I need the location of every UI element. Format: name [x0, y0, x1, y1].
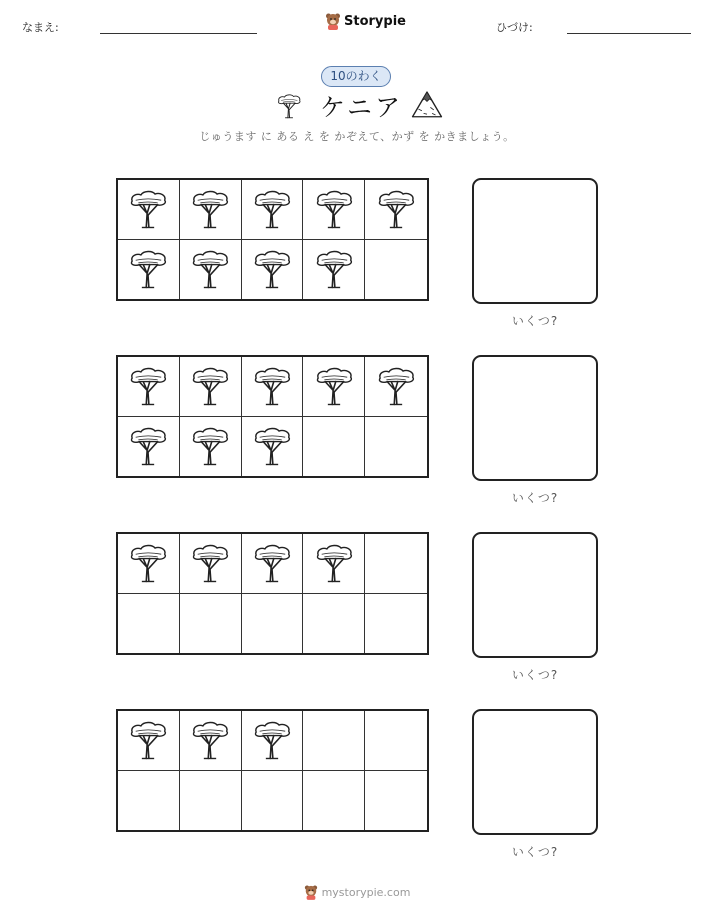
- ten-frame-cell: [365, 711, 427, 771]
- ten-frame-cell: [365, 240, 427, 300]
- ten-frame-cell: [242, 534, 304, 594]
- ten-frame-cell: [242, 771, 304, 831]
- ten-frame-cell: [180, 534, 242, 594]
- ten-frame-cell: [180, 357, 242, 417]
- ten-frame-cell: [180, 417, 242, 477]
- acacia-tree-icon: [312, 541, 356, 585]
- brand-name: Storypie: [344, 13, 406, 29]
- ten-frame-cell: [118, 711, 180, 771]
- ten-frame-cell: [303, 594, 365, 654]
- acacia-tree-icon: [374, 364, 418, 408]
- ten-frame-cell: [242, 240, 304, 300]
- ten-frame-cell: [303, 771, 365, 831]
- ten-frame-cell: [303, 534, 365, 594]
- acacia-tree-icon: [250, 247, 294, 291]
- ten-frame-cell: [303, 180, 365, 240]
- acacia-tree-icon: [188, 718, 232, 762]
- acacia-tree-icon: [188, 541, 232, 585]
- ten-frame-cell: [242, 417, 304, 477]
- ten-frame-cell: [242, 594, 304, 654]
- acacia-tree-icon: [374, 187, 418, 231]
- answer-box[interactable]: [472, 355, 598, 481]
- ten-frame-cell: [180, 180, 242, 240]
- answer-box[interactable]: [472, 178, 598, 304]
- ten-frame-cell: [365, 771, 427, 831]
- acacia-tree-icon: [250, 187, 294, 231]
- ten-frame-cell: [303, 417, 365, 477]
- ten-frame-cell: [118, 180, 180, 240]
- ten-frame-cell: [118, 534, 180, 594]
- acacia-tree-icon: [250, 718, 294, 762]
- footer-url: mystorypie.com: [321, 885, 411, 899]
- page-title: ケニア: [320, 93, 404, 122]
- bear-mascot-icon: [325, 12, 341, 30]
- ten-frame-badge: 10のわく: [321, 66, 391, 87]
- acacia-tree-icon: [126, 247, 170, 291]
- answer-box[interactable]: [472, 532, 598, 658]
- acacia-tree-icon: [126, 364, 170, 408]
- acacia-tree-icon: [188, 364, 232, 408]
- instruction-text: じゅうます に ある え を かぞえて、かず を かきましょう。: [199, 130, 515, 143]
- mountain-icon: [410, 88, 444, 120]
- acacia-tree-icon: [188, 187, 232, 231]
- ten-frame: [116, 709, 429, 832]
- acacia-tree-icon: [312, 247, 356, 291]
- ten-frame-cell: [365, 534, 427, 594]
- ten-frame: [116, 532, 429, 655]
- brand-logo: [325, 12, 406, 30]
- ten-frame-cell: [180, 240, 242, 300]
- ten-frame-cell: [118, 240, 180, 300]
- ten-frame-cell: [303, 357, 365, 417]
- acacia-tree-icon: [272, 92, 306, 120]
- acacia-tree-icon: [312, 364, 356, 408]
- question-label: いくつ?: [511, 668, 559, 682]
- answer-box[interactable]: [472, 709, 598, 835]
- ten-frame-cell: [365, 180, 427, 240]
- ten-frame-cell: [242, 357, 304, 417]
- footer: [0, 884, 714, 900]
- name-line: [100, 33, 257, 34]
- ten-frame-cell: [242, 180, 304, 240]
- acacia-tree-icon: [126, 541, 170, 585]
- ten-frame-cell: [118, 357, 180, 417]
- acacia-tree-icon: [250, 364, 294, 408]
- acacia-tree-icon: [188, 424, 232, 468]
- acacia-tree-icon: [312, 187, 356, 231]
- ten-frame-cell: [303, 711, 365, 771]
- ten-frame-cell: [118, 771, 180, 831]
- acacia-tree-icon: [126, 718, 170, 762]
- ten-frame-cell: [180, 711, 242, 771]
- ten-frame-cell: [365, 417, 427, 477]
- ten-frame-cell: [180, 771, 242, 831]
- date-line: [567, 33, 691, 34]
- acacia-tree-icon: [126, 424, 170, 468]
- name-label: なまえ:: [22, 21, 59, 34]
- ten-frame-cell: [365, 594, 427, 654]
- ten-frame-cell: [242, 711, 304, 771]
- ten-frame-cell: [180, 594, 242, 654]
- title-row: [270, 88, 445, 122]
- question-label: いくつ?: [511, 491, 559, 505]
- ten-frame-cell: [118, 594, 180, 654]
- ten-frame: [116, 355, 429, 478]
- bear-mascot-icon: [304, 884, 318, 900]
- acacia-tree-icon: [188, 247, 232, 291]
- ten-frame: [116, 178, 429, 301]
- date-label: ひづけ:: [496, 21, 533, 34]
- acacia-tree-icon: [250, 424, 294, 468]
- ten-frame-cell: [303, 240, 365, 300]
- ten-frame-cell: [365, 357, 427, 417]
- question-label: いくつ?: [511, 314, 559, 328]
- ten-frame-cell: [118, 417, 180, 477]
- question-label: いくつ?: [511, 845, 559, 859]
- acacia-tree-icon: [250, 541, 294, 585]
- acacia-tree-icon: [126, 187, 170, 231]
